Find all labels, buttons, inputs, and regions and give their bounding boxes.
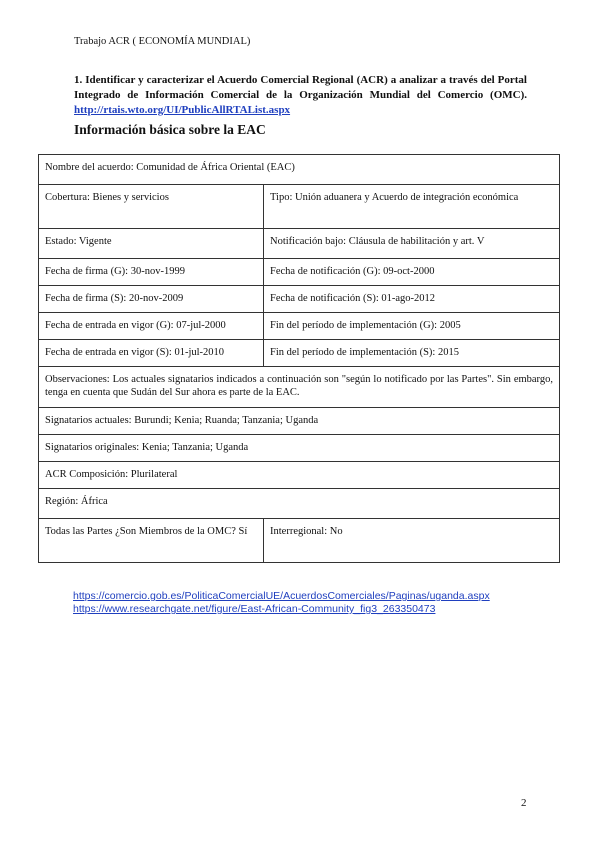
cell-firma-g: Fecha de firma (G): 30-nov-1999 [39,259,264,286]
reference-links [73,590,490,616]
cell-fin-g: Fin del período de implementación (G): 2005 [264,313,560,340]
cell-firma-s: Fecha de firma (S): 20-nov-2009 [39,286,264,313]
cell-observaciones: Observaciones: Los actuales signatarios indicados a continuación son "según lo notificado por las Partes". Sin embargo, tenga en cuenta que Sudán del Sur ahora es parte de la EAC. [39,367,560,408]
cell-region: Región: África [39,489,560,519]
table-row [39,229,560,259]
cell-notif-g: Fecha de notificación (G): 09-oct-2000 [264,259,560,286]
reference-link-researchgate[interactable]: https://www.researchgate.net/figure/East-African-Community_fig3_263350473 [73,603,436,615]
cell-cobertura: Cobertura: Bienes y servicios [39,185,264,229]
cell-vigor-g: Fecha de entrada en vigor (G): 07-jul-2000 [39,313,264,340]
table-row [39,462,560,489]
cell-fin-s: Fin del período de implementación (S): 2015 [264,340,560,367]
cell-estado: Estado: Vigente [39,229,264,259]
page-header: Trabajo ACR ( ECONOMÍA MUNDIAL) [74,36,251,47]
table-row [39,259,560,286]
cell-miembros-omc: Todas las Partes ¿Son Miembros de la OMC? Sí [39,519,264,563]
table-row [39,286,560,313]
cell-composicion: ACR Composición: Plurilateral [39,462,560,489]
page-number: 2 [521,797,527,809]
table-row [39,408,560,435]
cell-notif-s: Fecha de notificación (S): 01-ago-2012 [264,286,560,313]
table-row [39,435,560,462]
cell-interregional: Interregional: No [264,519,560,563]
table-row [39,367,560,408]
table-row [39,313,560,340]
cell-signatarios-actuales: Signatarios actuales: Burundi; Kenia; Ruanda; Tanzania; Uganda [39,408,560,435]
wto-portal-link[interactable]: http://rtais.wto.org/UI/PublicAllRTAList.aspx [74,104,291,116]
cell-vigor-s: Fecha de entrada en vigor (S): 01-jul-2010 [39,340,264,367]
question-block [74,73,527,118]
section-subtitle: Información básica sobre la EAC [74,122,266,137]
cell-tipo: Tipo: Unión aduanera y Acuerdo de integración económica [264,185,560,229]
cell-signatarios-originales: Signatarios originales: Kenia; Tanzania; Uganda [39,435,560,462]
agreement-info-table [38,154,560,563]
cell-notificacion: Notificación bajo: Cláusula de habilitación y art. V [264,229,560,259]
reference-link-comercio[interactable]: https://comercio.gob.es/PoliticaComercialUE/AcuerdosComerciales/Paginas/uganda.aspx [73,590,490,602]
table-row [39,340,560,367]
table-row [39,155,560,185]
cell-nombre: Nombre del acuerdo: Comunidad de África Oriental (EAC) [39,155,560,185]
question-text: 1. Identificar y caracterizar el Acuerdo Comercial Regional (ACR) a analizar a través del Portal Integrado de Información Comercial de la Organización Mundial del Comercio (OMC). [74,74,527,101]
table-row [39,489,560,519]
table-row [39,185,560,229]
table-row [39,519,560,563]
